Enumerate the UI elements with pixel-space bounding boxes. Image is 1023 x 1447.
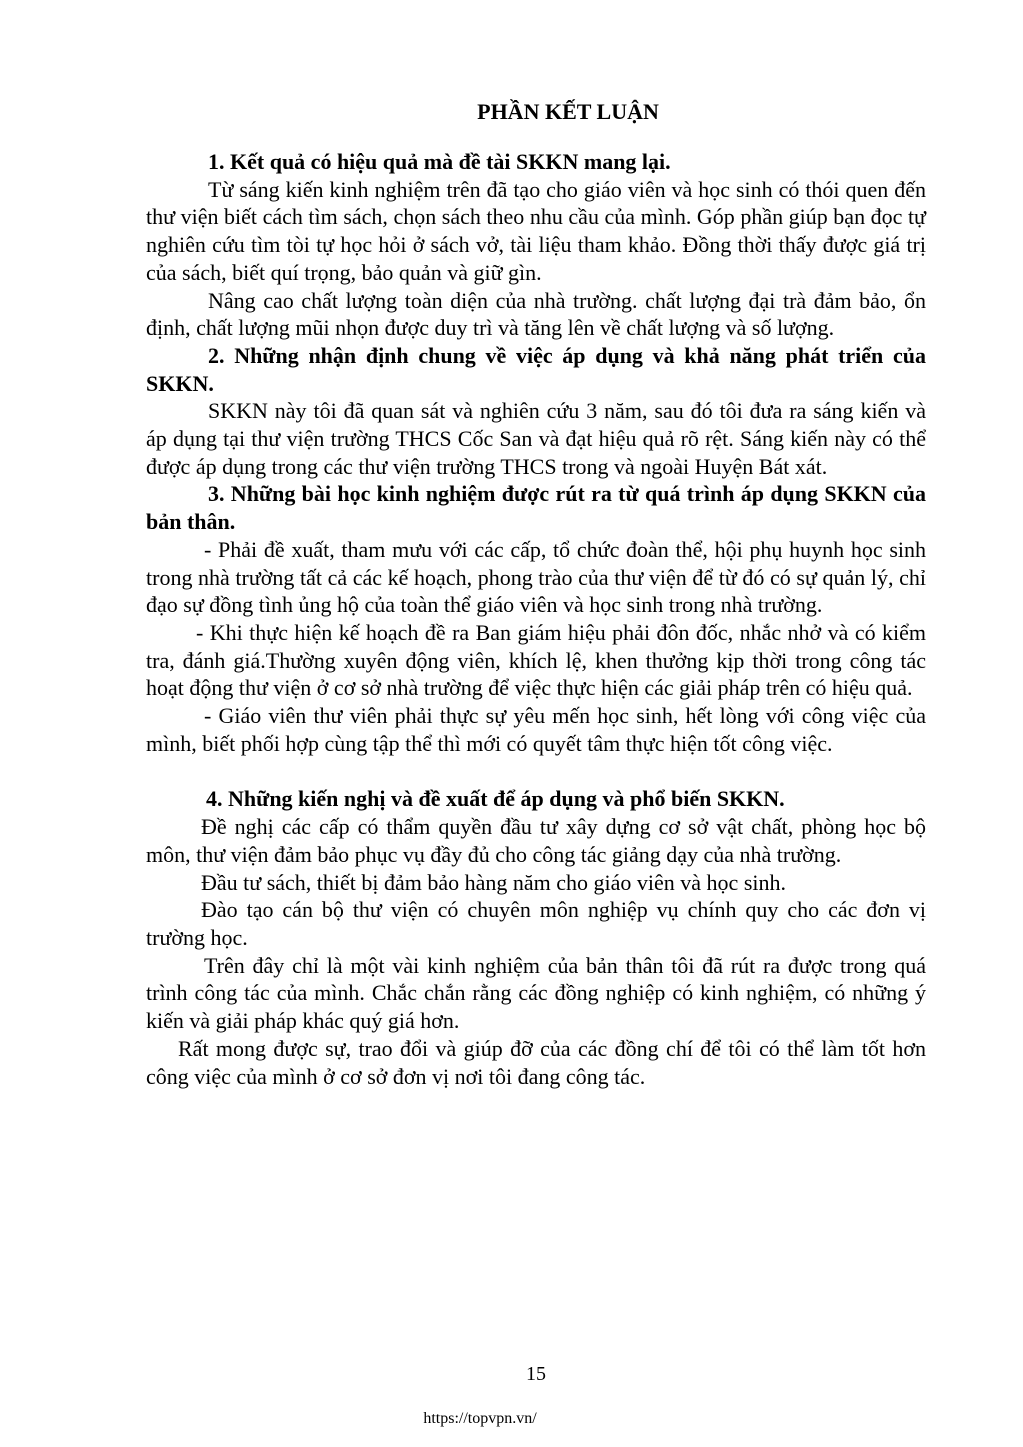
section-3-paragraph: - Phải đề xuất, tham mưu với các cấp, tổ chức đoàn thể, hội phụ huynh học sinh trong nhà trường tất cả các kế hoạch, phong trào của thư viện để từ đó có sự quản lý, chỉ đạo sự đồng tình ủng hộ của toàn thể giáo viên và học sinh trong nhà trường. — [146, 536, 926, 618]
section-2-heading: 2. Những nhận định chung về việc áp dụng và khả năng phát triển của SKKN. — [146, 342, 926, 396]
section-3-heading: 3. Những bài học kinh nghiệm được rút ra từ quá trình áp dụng SKKN của bản thân. — [146, 481, 926, 535]
section-spacer — [146, 757, 926, 785]
section-3-paragraph: - Giáo viên thư viên phải thực sự yêu mến học sinh, hết lòng với công việc của mình, biết phối hợp cùng tập thể thì mới có quyết tâm thực hiện tốt công việc. — [146, 703, 926, 756]
section-4-paragraph: Đề nghị các cấp có thẩm quyền đầu tư xây dựng cơ sở vật chất, phòng học bộ môn, thư viện đảm bảo phục vụ đầy đủ cho công tác giảng dạy của nhà trường. — [146, 814, 926, 867]
section-4-paragraph: Đào tạo cán bộ thư viện có chuyên môn nghiệp vụ chính quy cho các đơn vị trường học. — [146, 897, 926, 950]
section-1-paragraph: Từ sáng kiến kinh nghiệm trên đã tạo cho giáo viên và học sinh có thói quen đến thư viện biết cách tìm sách, chọn sách theo nhu cầu của mình. Góp phần giúp bạn đọc tự nghiên cứu tìm tòi tự học hỏi ở sách vở, tài liệu tham khảo. Đồng thời thấy được giá trị của sách, biết quí trọng, bảo quản và giữ gìn. — [146, 176, 926, 285]
section-4-paragraph: Trên đây chỉ là một vài kinh nghiệm của bản thân tôi đã rút ra được trong quá trình công tác của mình. Chắc chắn rằng các đồng nghiệp có kinh nghiệm, có những ý kiến và giải pháp khác quý giá hơn. — [146, 952, 926, 1034]
section-3-paragraph: - Khi thực hiện kế hoạch đề ra Ban giám hiệu phải đôn đốc, nhắc nhở và có kiểm tra, đánh giá.Thường xuyên động viên, khích lệ, khen thưởng kịp thời trong công tác hoạt động thư viện ở cơ sở nhà trường để việc thực hiện các giải pháp trên có hiệu quả. — [146, 619, 926, 701]
section-4-paragraph: Đầu tư sách, thiết bị đảm bảo hàng năm cho giáo viên và học sinh. — [201, 869, 786, 895]
page-number: 15 — [526, 1363, 546, 1385]
page-title: PHẦN KẾT LUẬN — [477, 99, 659, 124]
section-2-paragraph: SKKN này tôi đã quan sát và nghiên cứu 3 năm, sau đó tôi đưa ra sáng kiến và áp dụng tại thư viện trường THCS Cốc San và đạt hiệu quả rõ rệt. Sáng kiến này có thể được áp dụng trong các thư viện trường THCS trong và ngoài Huyện Bát xát. — [146, 398, 926, 479]
section-4-paragraph: Rất mong được sự, trao đổi và giúp đỡ của các đồng chí để tôi có thể làm tốt hơn công việc của mình ở cơ sở đơn vị nơi tôi đang công tác. — [146, 1035, 926, 1089]
section-1-paragraph: Nâng cao chất lượng toàn diện của nhà trường. chất lượng đại trà đảm bảo, ổn định, chất lượng mũi nhọn được duy trì và tăng lên về chất lượng và số lượng. — [146, 287, 926, 341]
section-1-heading: 1. Kết quả có hiệu quả mà đề tài SKKN mang lại. — [208, 149, 671, 174]
document-body — [146, 148, 926, 1090]
footer-url: https://topvpn.vn/ — [423, 1410, 537, 1427]
section-4-heading: 4. Những kiến nghị và đề xuất để áp dụng và phổ biến SKKN. — [206, 786, 785, 812]
